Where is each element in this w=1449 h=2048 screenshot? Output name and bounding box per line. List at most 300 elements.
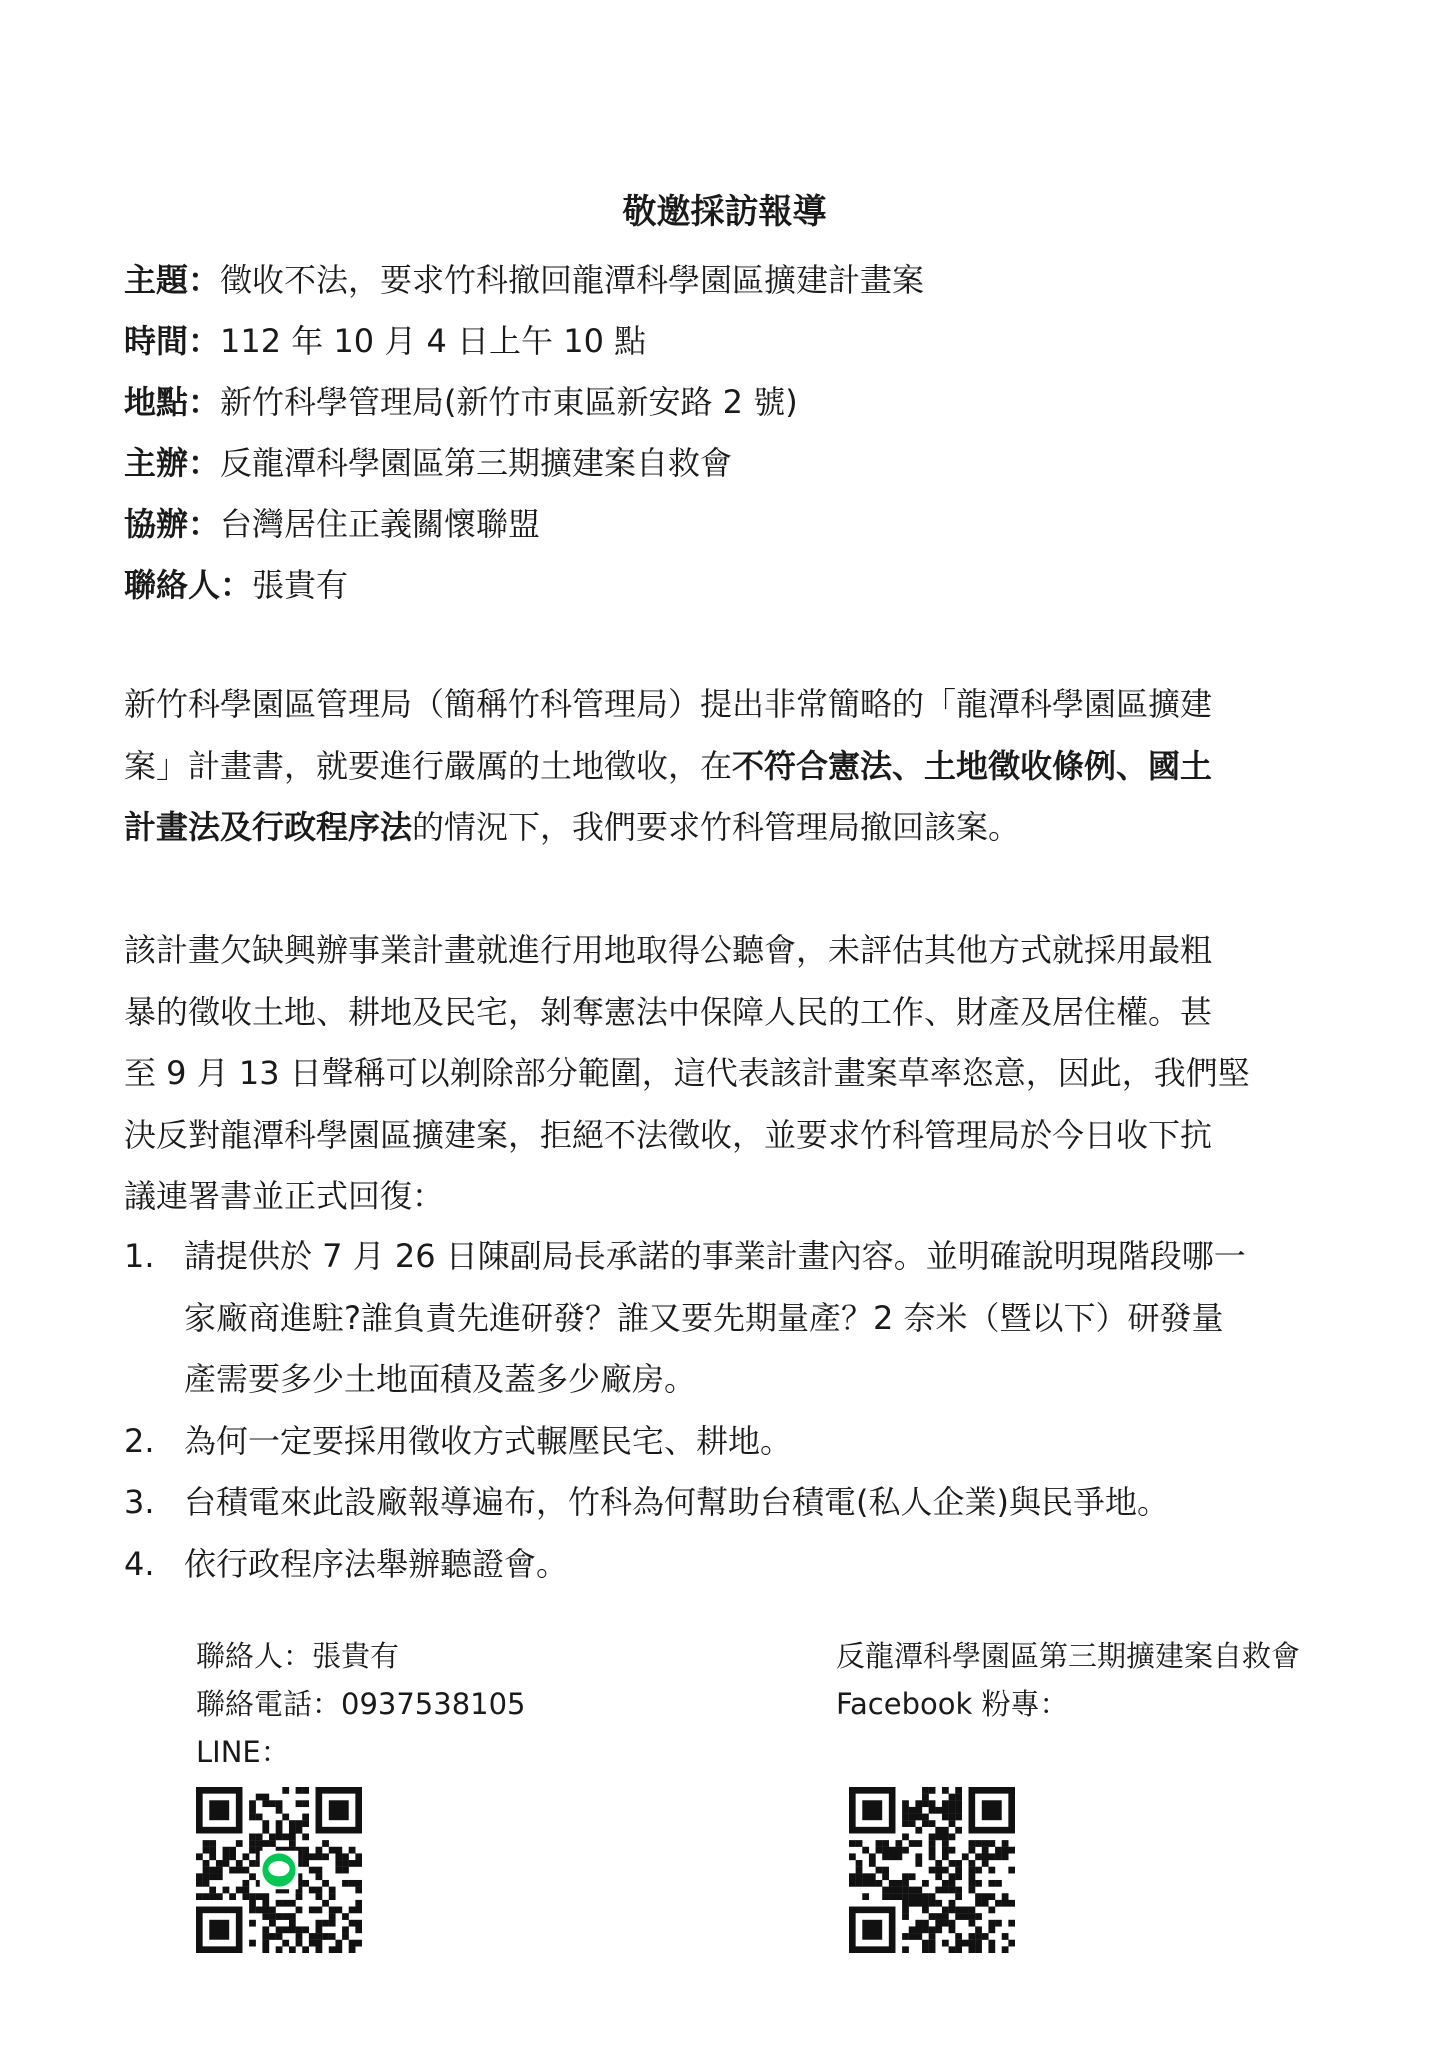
qr-module [262, 1907, 269, 1914]
qr-module [975, 1900, 982, 1907]
qr-module [269, 1800, 276, 1807]
qr-module [988, 1840, 995, 1847]
qr-module [335, 1853, 342, 1860]
qr-module [329, 1946, 336, 1953]
qr-module [935, 1913, 942, 1920]
qr-module [249, 1800, 256, 1807]
qr-module [262, 1926, 269, 1933]
qr-module [282, 1833, 289, 1840]
qr-module [203, 1867, 210, 1874]
qr-module [262, 1893, 269, 1900]
info-organizer [124, 433, 1324, 494]
list-item [124, 1534, 1334, 1596]
qr-module [216, 1867, 223, 1874]
qr-module [282, 1900, 289, 1907]
qr-module [942, 1833, 949, 1840]
qr-module [955, 1946, 962, 1953]
qr-module [988, 1907, 995, 1914]
qr-module [1008, 1900, 1015, 1907]
qr-module [949, 1900, 956, 1907]
qr-module [262, 1940, 269, 1947]
qr-module [249, 1940, 256, 1947]
qr-module [316, 1847, 323, 1854]
qr-module [316, 1940, 323, 1947]
qr-module [335, 1946, 342, 1953]
qr-module [342, 1853, 349, 1860]
qr-module [276, 1833, 283, 1840]
qr-module [915, 1853, 922, 1860]
qr-module [249, 1847, 256, 1854]
qr-module [203, 1847, 210, 1854]
qr-module [329, 1893, 336, 1900]
qr-module [316, 1867, 323, 1874]
qr-module [876, 1880, 883, 1887]
qr-module [909, 1820, 916, 1827]
qr-module [955, 1860, 962, 1867]
qr-module [895, 1880, 902, 1887]
qr-module [203, 1873, 210, 1880]
qr-module [256, 1840, 263, 1847]
qr-module [995, 1920, 1002, 1927]
qr-module [209, 1873, 216, 1880]
qr-module [942, 1907, 949, 1914]
qr-module [242, 1893, 249, 1900]
qr-module [969, 1907, 976, 1914]
qr-module [262, 1946, 269, 1953]
qr-module [236, 1867, 243, 1874]
qr-module [209, 1847, 216, 1854]
qr-module [316, 1933, 323, 1940]
qr-module [322, 1933, 329, 1940]
info-value: 張貴有 [252, 566, 349, 604]
qr-module [249, 1873, 256, 1880]
qr-module [296, 1907, 303, 1914]
qr-module [316, 1920, 323, 1927]
qr-module [929, 1847, 936, 1854]
qr-module [876, 1840, 883, 1847]
qr-module [922, 1787, 929, 1794]
qr-module [256, 1907, 263, 1914]
qr-module [316, 1907, 323, 1914]
qr-module [196, 1873, 203, 1880]
qr-module [949, 1860, 956, 1867]
qr-module [922, 1946, 929, 1953]
qr-module [355, 1940, 362, 1947]
qr-module [876, 1867, 883, 1874]
qr-module [349, 1940, 356, 1947]
qr-module [922, 1800, 929, 1807]
qr-module [995, 1900, 1002, 1907]
qr-module [955, 1787, 962, 1794]
qr-module [995, 1880, 1002, 1887]
qr-module [322, 1880, 329, 1887]
contact-organization: 反龍潭科學園區第三期擴建案自救會 [836, 1639, 1301, 1673]
qr-module [909, 1873, 916, 1880]
qr-module [889, 1893, 896, 1900]
qr-module [355, 1853, 362, 1860]
qr-module [216, 1873, 223, 1880]
info-value: 反龍潭科學園區第三期擴建案自救會 [220, 444, 733, 482]
qr-module [262, 1800, 269, 1807]
paragraph-2 [124, 920, 1334, 1228]
info-value: 台灣居住正義關懷聯盟 [220, 505, 541, 543]
qr-module [289, 1920, 296, 1927]
qr-module [882, 1847, 889, 1854]
qr-module [282, 1814, 289, 1821]
list-item-line: 家廠商進駐?誰負責先進研發？誰又要先期量產？2 奈米（暨以下）研發量 [184, 1298, 1224, 1337]
qr-module [289, 1926, 296, 1933]
list-item-line: 依行政程序法舉辦聽證會。 [184, 1544, 569, 1583]
qr-module [975, 1867, 982, 1874]
qr-module [329, 1907, 336, 1914]
qr-module [969, 1920, 976, 1927]
paragraph-line: 議連署書並正式回復： [124, 1177, 445, 1215]
qr-module [302, 1847, 309, 1854]
qr-module [335, 1907, 342, 1914]
qr-module [296, 1893, 303, 1900]
qr-module [355, 1900, 362, 1907]
qr-module [203, 1880, 210, 1887]
qr-module [242, 1887, 249, 1894]
qr-module [942, 1827, 949, 1834]
qr-module [902, 1833, 909, 1840]
paragraph-line: 決反對龍潭科學園區擴建案，拒絕不法徵收，並要求竹科管理局於今日收下抗 [124, 1115, 1213, 1154]
qr-module [955, 1814, 962, 1821]
qr-module [915, 1827, 922, 1834]
qr-module [309, 1887, 316, 1894]
paragraph-text: 的情況下，我們要求竹科管理局撤回該案。 [412, 808, 1021, 846]
paragraph-emphasis: 計畫法及行政程序法 [124, 808, 413, 846]
qr-module [969, 1873, 976, 1880]
qr-module [929, 1787, 936, 1794]
qr-module [309, 1933, 316, 1940]
info-contact [124, 555, 1324, 616]
qr-module [922, 1814, 929, 1821]
qr-module [209, 1840, 216, 1847]
qr-module [982, 1900, 989, 1907]
qr-module [988, 1940, 995, 1947]
qr-module [203, 1893, 210, 1900]
qr-module [962, 1853, 969, 1860]
qr-module [249, 1900, 256, 1907]
qr-module [895, 1840, 902, 1847]
qr-module [1002, 1900, 1009, 1907]
qr-module [942, 1920, 949, 1927]
qr-module [975, 1913, 982, 1920]
contact-person: 聯絡人：張貴有 [196, 1639, 400, 1673]
qr-module [322, 1840, 329, 1847]
qr-module [249, 1907, 256, 1914]
paragraph-line: 暴的徵收土地、耕地及民宅，剝奪憲法中保障人民的工作、財產及居住權。甚 [124, 992, 1213, 1031]
qr-module [915, 1900, 922, 1907]
qr-module [269, 1933, 276, 1940]
qr-module [236, 1887, 243, 1894]
qr-module [935, 1827, 942, 1834]
qr-module [902, 1820, 909, 1827]
qr-module [969, 1946, 976, 1953]
qr-module [895, 1853, 902, 1860]
qr-module [302, 1800, 309, 1807]
qr-module [988, 1893, 995, 1900]
qr-module [229, 1853, 236, 1860]
qr-module [1002, 1933, 1009, 1940]
info-label: 主辦： [124, 444, 221, 482]
qr-module [929, 1913, 936, 1920]
qr-module [949, 1814, 956, 1821]
qr-module [349, 1907, 356, 1914]
qr-module [329, 1913, 336, 1920]
list-item-line: 請提供於 7 月 26 日陳副局長承諾的事業計畫內容。並明確說明現階段哪一 [184, 1237, 1246, 1275]
qr-module [309, 1867, 316, 1874]
qr-module [269, 1840, 276, 1847]
qr-module [969, 1940, 976, 1947]
qr-module [349, 1860, 356, 1867]
qr-module [902, 1880, 909, 1887]
qr-module [262, 1820, 269, 1827]
qr-module [975, 1893, 982, 1900]
qr-module [942, 1880, 949, 1887]
qr-module [342, 1880, 349, 1887]
qr-module [269, 1833, 276, 1840]
qr-module [949, 1907, 956, 1914]
qr-module [316, 1893, 323, 1900]
qr-module [902, 1807, 909, 1814]
qr-module [935, 1873, 942, 1880]
list-item-line: 為何一定要採用徵收方式輾壓民宅、耕地。 [184, 1421, 793, 1460]
info-value: 徵收不法，要求竹科撤回龍潭科學園區擴建計畫案 [220, 261, 925, 299]
qr-module [955, 1893, 962, 1900]
qr-module [969, 1840, 976, 1847]
qr-module [909, 1933, 916, 1940]
qr-module [988, 1920, 995, 1927]
qr-module [276, 1800, 283, 1807]
qr-module [262, 1840, 269, 1847]
qr-module [915, 1800, 922, 1807]
list-item [124, 1472, 1334, 1534]
line-qr-code[interactable] [196, 1787, 362, 1953]
qr-module [962, 1913, 969, 1920]
list-item [124, 1411, 1334, 1473]
qr-module [242, 1867, 249, 1874]
qr-module [935, 1833, 942, 1840]
qr-module [929, 1807, 936, 1814]
qr-module [955, 1827, 962, 1834]
qr-module [242, 1880, 249, 1887]
qr-module [302, 1814, 309, 1821]
qr-module [949, 1880, 956, 1887]
qr-module [276, 1913, 283, 1920]
qr-module [995, 1847, 1002, 1854]
info-topic [124, 250, 1324, 311]
qr-module [922, 1926, 929, 1933]
qr-module [249, 1833, 256, 1840]
qr-module [349, 1920, 356, 1927]
qr-module [975, 1853, 982, 1860]
qr-module [256, 1794, 263, 1801]
qr-module [982, 1853, 989, 1860]
qr-module [942, 1800, 949, 1807]
qr-module [982, 1840, 989, 1847]
qr-module [849, 1840, 856, 1847]
qr-module [302, 1787, 309, 1794]
qr-module [922, 1794, 929, 1801]
qr-module [955, 1887, 962, 1894]
qr-module [869, 1860, 876, 1867]
qr-module [262, 1794, 269, 1801]
qr-module [902, 1887, 909, 1894]
qr-module [882, 1867, 889, 1874]
contact-left [196, 1632, 526, 1776]
qr-module [209, 1867, 216, 1874]
paragraph-line: 該計畫欠缺興辦事業計畫就進行用地取得公聽會，未評估其他方式就採用最粗 [124, 931, 1213, 969]
qr-module [982, 1893, 989, 1900]
qr-module [856, 1873, 863, 1880]
qr-module [909, 1900, 916, 1907]
qr-module [909, 1887, 916, 1894]
qr-module [276, 1820, 283, 1827]
qr-module [856, 1860, 863, 1867]
qr-module [975, 1946, 982, 1953]
qr-module [929, 1853, 936, 1860]
qr-module [975, 1926, 982, 1933]
qr-module [975, 1933, 982, 1940]
qr-module [955, 1867, 962, 1874]
facebook-qr-code[interactable] [849, 1787, 1015, 1953]
qr-module [909, 1840, 916, 1847]
qr-module [895, 1887, 902, 1894]
qr-module [909, 1926, 916, 1933]
qr-module [262, 1827, 269, 1834]
qr-module [289, 1820, 296, 1827]
qr-module [895, 1847, 902, 1854]
qr-module [349, 1847, 356, 1854]
qr-module [942, 1913, 949, 1920]
qr-module [988, 1880, 995, 1887]
info-co-organizer [124, 494, 1324, 555]
qr-module [289, 1833, 296, 1840]
qr-module [942, 1787, 949, 1794]
qr-module [342, 1913, 349, 1920]
qr-module [196, 1893, 203, 1900]
qr-module [849, 1853, 856, 1860]
qr-module [229, 1847, 236, 1854]
qr-module [196, 1880, 203, 1887]
qr-module [249, 1814, 256, 1821]
qr-module [969, 1860, 976, 1867]
qr-module [355, 1860, 362, 1867]
qr-module [902, 1893, 909, 1900]
qr-module [203, 1840, 210, 1847]
qr-module [316, 1873, 323, 1880]
qr-module [882, 1840, 889, 1847]
qr-module [335, 1847, 342, 1854]
qr-module [915, 1807, 922, 1814]
qr-module [296, 1827, 303, 1834]
info-label: 主題： [124, 261, 221, 299]
qr-module [902, 1814, 909, 1821]
qr-module [929, 1867, 936, 1874]
qr-module [882, 1887, 889, 1894]
qr-module [296, 1787, 303, 1794]
qr-module [969, 1880, 976, 1887]
info-label: 時間： [124, 322, 221, 360]
list-item [124, 1226, 1334, 1411]
qr-module [209, 1853, 216, 1860]
qr-module [915, 1893, 922, 1900]
paragraph-line [124, 797, 1334, 859]
qr-module [223, 1860, 230, 1867]
qr-module [922, 1900, 929, 1907]
qr-module [902, 1933, 909, 1940]
list-number: 3. [124, 1483, 155, 1521]
qr-module [902, 1847, 909, 1854]
paragraph-1 [124, 674, 1334, 859]
qr-module [229, 1893, 236, 1900]
qr-module [969, 1867, 976, 1874]
qr-module [949, 1820, 956, 1827]
qr-module [342, 1867, 349, 1874]
qr-module [296, 1820, 303, 1827]
qr-module [342, 1860, 349, 1867]
qr-module [962, 1940, 969, 1947]
qr-module [302, 1860, 309, 1867]
qr-module [935, 1920, 942, 1927]
qr-module [276, 1827, 283, 1834]
demands-list [124, 1226, 1334, 1595]
contact-phone: 聯絡電話：0937538105 [196, 1687, 526, 1721]
qr-module [882, 1893, 889, 1900]
qr-module [1008, 1867, 1015, 1874]
qr-module [223, 1853, 230, 1860]
contact-line-label: LINE： [196, 1735, 290, 1769]
qr-module [322, 1900, 329, 1907]
qr-module [316, 1887, 323, 1894]
qr-module [223, 1887, 230, 1894]
qr-module [316, 1926, 323, 1933]
qr-module [329, 1847, 336, 1854]
qr-module [949, 1794, 956, 1801]
qr-module [929, 1933, 936, 1940]
qr-module [289, 1900, 296, 1907]
qr-module [862, 1880, 869, 1887]
qr-module [856, 1880, 863, 1887]
qr-module [269, 1907, 276, 1914]
qr-module [995, 1853, 1002, 1860]
qr-module [929, 1926, 936, 1933]
qr-module [955, 1933, 962, 1940]
qr-module [322, 1920, 329, 1927]
qr-module [1008, 1920, 1015, 1927]
qr-module [949, 1833, 956, 1840]
qr-module [329, 1887, 336, 1894]
info-label: 地點： [124, 383, 221, 421]
list-number: 1. [124, 1237, 155, 1275]
qr-module [289, 1946, 296, 1953]
qr-module [982, 1933, 989, 1940]
qr-module [909, 1893, 916, 1900]
qr-module [949, 1873, 956, 1880]
qr-module [289, 1840, 296, 1847]
qr-module [982, 1847, 989, 1854]
qr-module [249, 1807, 256, 1814]
qr-module [915, 1933, 922, 1940]
qr-module [902, 1946, 909, 1953]
qr-module [942, 1840, 949, 1847]
qr-module [236, 1840, 243, 1847]
qr-module [309, 1907, 316, 1914]
qr-module [282, 1940, 289, 1947]
qr-module [302, 1853, 309, 1860]
